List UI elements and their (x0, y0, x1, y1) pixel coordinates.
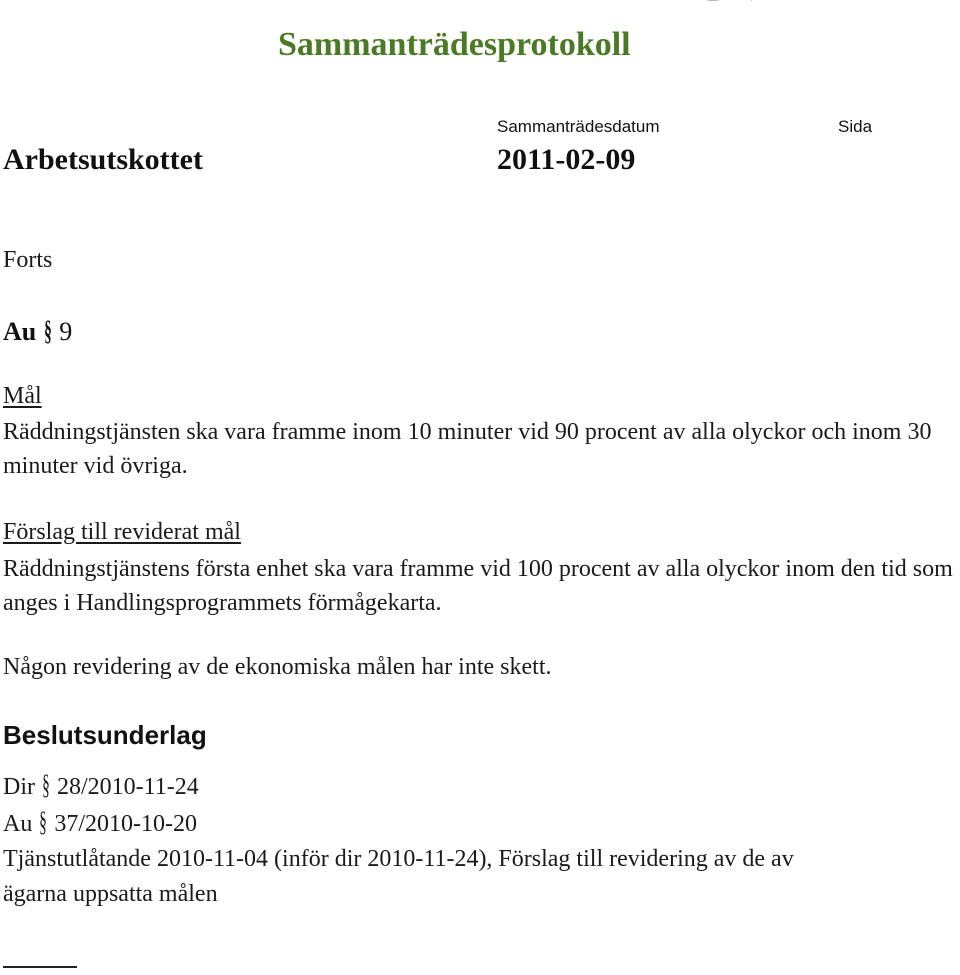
statement-line: ägarna uppsatta målen (3, 881, 218, 907)
reference-text: 28/2010-11-24 (57, 774, 199, 800)
reference-list (3, 768, 958, 912)
economic-goals-note: Någon revidering av de ekonomiska målen har inte skett. (3, 654, 552, 680)
section-heading (3, 316, 72, 348)
section-symbol: § (39, 807, 48, 838)
section-symbol: § (42, 770, 50, 801)
proposal-heading: Förslag till reviderat mål (3, 519, 241, 545)
reference-item (3, 768, 958, 805)
document-title: Sammanträdesprotokoll (278, 26, 631, 63)
reference-item (3, 805, 958, 842)
continued-label: Forts (3, 247, 53, 273)
reference-prefix: Dir (3, 774, 35, 800)
goal-heading: Mål (3, 383, 42, 409)
committee-name: Arbetsutskottet (3, 143, 203, 176)
page-label: Sida (838, 117, 873, 136)
meeting-date-label: Sammanträdesdatum (497, 117, 660, 136)
section-prefix: Au (3, 317, 37, 346)
section-number: 9 (59, 317, 73, 346)
reference-text: 37/2010-10-20 (54, 811, 197, 837)
proposal-text: Räddningstjänstens första enhet ska vara framme vid 100 procent av alla olyckor inom den tid som anges i Handlingsprogrammets förmågekarta. (3, 556, 953, 616)
section-symbol: § (43, 316, 52, 347)
goal-text: Räddningstjänsten ska vara framme inom 10 minuter vid 90 procent av alla olyckor och inom 30 minuter vid övriga. (3, 419, 932, 479)
statement-line: Tjänstutlåtande 2010-11-04 (inför dir 2010-11-24), Förslag till revidering av de av (3, 846, 794, 872)
reference-prefix: Au (3, 811, 33, 837)
decision-basis-heading: Beslutsunderlag (3, 720, 207, 750)
meeting-date: 2011-02-09 (497, 143, 636, 176)
signature-rule (3, 966, 77, 968)
logo-fragment (688, 0, 768, 2)
